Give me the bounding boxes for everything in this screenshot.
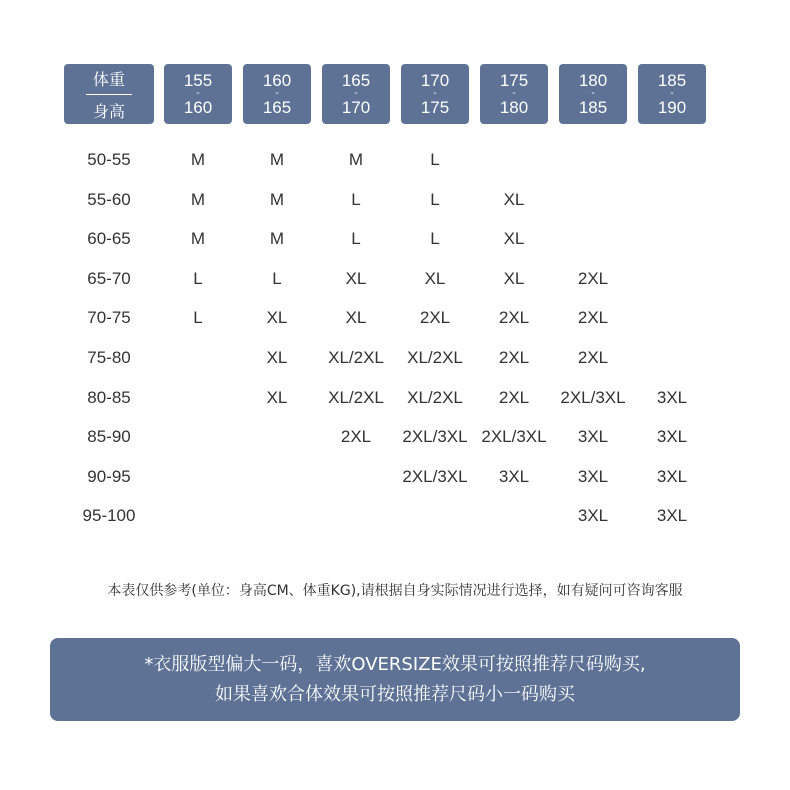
weight-cell: 65-70 <box>87 268 131 288</box>
banner-line-2: 如果喜欢合体效果可按照推荐尺码小一码购买 <box>215 683 575 705</box>
weight-cell: 70-75 <box>87 308 131 328</box>
size-cell: XL <box>266 387 288 407</box>
size-cell <box>474 140 554 180</box>
size-cell: 3XL <box>656 466 688 486</box>
size-cell <box>316 457 396 497</box>
size-cell: M <box>269 189 285 209</box>
size-cell: L <box>430 189 440 209</box>
table-row <box>0 496 790 536</box>
size-cell <box>553 180 633 220</box>
weight-cell: 50-55 <box>87 150 131 169</box>
size-cell: 2XL/3XL <box>402 466 468 486</box>
size-cell <box>632 298 712 338</box>
size-cell <box>632 219 712 259</box>
size-cell: 2XL/3XL <box>560 387 626 407</box>
weight-cell: 80-85 <box>87 387 131 407</box>
weight-cell: 90-95 <box>87 466 131 486</box>
table-row <box>0 219 790 259</box>
size-cell: M <box>269 229 285 249</box>
table-row <box>0 259 790 299</box>
height-top: 165 <box>341 71 371 90</box>
size-cell: 3XL <box>577 466 609 486</box>
fit-advice-banner <box>50 638 740 721</box>
height-header-cell <box>559 64 627 124</box>
size-cell: M <box>190 229 206 249</box>
height-sep: - <box>354 88 358 99</box>
size-cell: XL <box>266 348 288 367</box>
size-cell: 3XL <box>656 427 688 447</box>
size-cell <box>553 219 633 259</box>
size-cell: L <box>272 268 282 288</box>
size-cell: 3XL <box>656 506 688 526</box>
size-cell <box>632 180 712 220</box>
height-axis-label: 身高 <box>92 101 125 121</box>
size-cell: 2XL <box>498 387 530 407</box>
height-bottom: 165 <box>262 98 292 117</box>
size-cell: 2XL <box>340 427 372 447</box>
size-cell: 2XL/3XL <box>481 427 547 447</box>
height-sep: - <box>196 88 200 99</box>
reference-note: 本表仅供参考(单位：身高CM、体重KG),请根据自身实际情况进行选择，如有疑问可咨询客服 <box>107 583 683 599</box>
size-cell: XL/2XL <box>407 348 463 367</box>
weight-cell: 55-60 <box>87 189 131 209</box>
size-cell <box>395 496 475 536</box>
size-cell: L <box>351 189 361 209</box>
height-bottom: 180 <box>499 98 529 117</box>
size-cell: M <box>190 150 206 169</box>
size-cell <box>237 417 317 457</box>
height-top: 160 <box>262 71 292 90</box>
corner-header <box>64 64 154 124</box>
height-top: 155 <box>183 71 213 90</box>
weight-axis-label: 体重 <box>92 69 125 89</box>
size-cell: 2XL <box>498 308 530 328</box>
height-top: 175 <box>499 71 529 90</box>
size-cell: 2XL <box>577 348 609 367</box>
height-sep: - <box>670 88 674 99</box>
size-cell: XL <box>424 268 446 288</box>
table-row <box>0 457 790 497</box>
size-cell: 2XL <box>577 308 609 328</box>
size-cell <box>158 496 238 536</box>
size-cell: L <box>430 150 440 169</box>
size-cell: L <box>193 308 203 328</box>
banner-line-1: *衣服版型偏大一码，喜欢OVERSIZE效果可按照推荐尺码购买, <box>144 653 646 675</box>
height-header-cell <box>164 64 232 124</box>
height-sep: - <box>512 88 516 99</box>
height-header-cell <box>401 64 469 124</box>
height-bottom: 160 <box>183 98 213 117</box>
height-top: 180 <box>578 71 608 90</box>
size-cell: 3XL <box>577 427 609 447</box>
size-cell <box>237 496 317 536</box>
height-bottom: 190 <box>657 98 687 117</box>
size-cell: M <box>269 150 285 169</box>
size-cell: 3XL <box>577 506 609 526</box>
size-cell: M <box>190 189 206 209</box>
size-cell <box>632 140 712 180</box>
size-cell: 2XL <box>419 308 451 328</box>
table-row <box>0 338 790 378</box>
height-sep: - <box>275 88 279 99</box>
size-cell <box>316 496 396 536</box>
size-cell <box>158 378 238 418</box>
size-cell <box>158 417 238 457</box>
size-cell: M <box>348 150 364 169</box>
size-cell: XL/2XL <box>407 387 463 407</box>
height-header-cell <box>638 64 706 124</box>
size-cell: 2XL/3XL <box>402 427 468 447</box>
table-row <box>0 180 790 220</box>
height-sep: - <box>591 88 595 99</box>
weight-cell: 95-100 <box>82 506 136 526</box>
table-row <box>0 417 790 457</box>
size-cell: XL <box>266 308 288 328</box>
table-row <box>0 298 790 338</box>
size-cell: XL/2XL <box>328 387 384 407</box>
size-cell: 2XL <box>577 268 609 288</box>
size-cell <box>632 338 712 378</box>
size-cell: 2XL <box>498 348 530 367</box>
weight-cell: 75-80 <box>87 348 131 367</box>
height-header-cell <box>243 64 311 124</box>
height-top: 170 <box>420 71 450 90</box>
table-row <box>0 140 790 180</box>
height-header-cell <box>322 64 390 124</box>
size-cell <box>553 140 633 180</box>
size-cell: L <box>193 268 203 288</box>
size-cell: XL <box>345 268 367 288</box>
size-cell: XL/2XL <box>328 348 384 367</box>
weight-cell: 85-90 <box>87 427 131 447</box>
height-sep: - <box>433 88 437 99</box>
height-top: 185 <box>657 71 687 90</box>
size-cell: XL <box>503 229 525 249</box>
size-cell: 3XL <box>498 466 530 486</box>
height-bottom: 185 <box>578 98 608 117</box>
size-cell: L <box>430 229 440 249</box>
size-cell: 3XL <box>656 387 688 407</box>
height-header-cell <box>480 64 548 124</box>
size-cell <box>237 457 317 497</box>
height-bottom: 175 <box>420 98 450 117</box>
size-cell <box>474 496 554 536</box>
size-cell <box>632 259 712 299</box>
size-cell <box>158 457 238 497</box>
height-bottom: 170 <box>341 98 371 117</box>
size-cell <box>158 338 238 378</box>
weight-cell: 60-65 <box>87 229 131 249</box>
size-cell: XL <box>503 189 525 209</box>
size-cell: XL <box>503 268 525 288</box>
size-cell: XL <box>345 308 367 328</box>
size-cell: L <box>351 229 361 249</box>
table-row <box>0 378 790 418</box>
